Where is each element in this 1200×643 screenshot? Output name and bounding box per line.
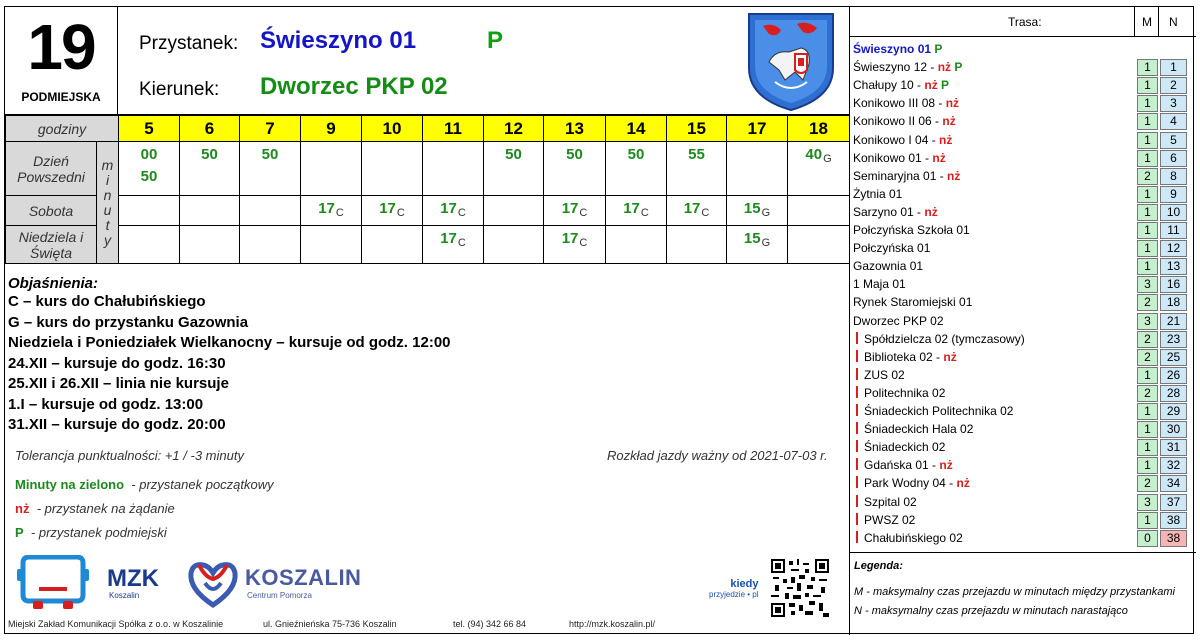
timetable-sheet <box>4 6 1194 634</box>
mzk-logo-sub: Koszalin <box>109 591 140 600</box>
departure-cell <box>667 226 727 264</box>
route-stop-n: 25 <box>1160 349 1187 366</box>
route-header <box>850 7 1196 37</box>
departure-symbol: G <box>761 237 771 249</box>
saturday-label: Sobota <box>6 196 97 226</box>
header <box>5 7 849 115</box>
route-stop <box>850 348 1196 366</box>
route-stop <box>850 112 1196 130</box>
route-stop-name: 1 Maja 01 <box>853 277 906 292</box>
route-stop <box>850 366 1196 384</box>
route-legend-m: M - maksymalny czas przejazdu w minutach między przystankami <box>854 586 1175 598</box>
route-stop <box>850 203 1196 221</box>
route-stop-n: 23 <box>1160 331 1187 348</box>
legend-nz: nż - przystanek na żądanie <box>15 501 175 516</box>
departure-cell <box>606 226 667 264</box>
route-stop-n: 11 <box>1160 222 1187 239</box>
departure-minute: $17_C$ <box>318 200 344 219</box>
route-stop-m: 1 <box>1137 457 1158 474</box>
departure-symbol: G <box>823 153 832 165</box>
departure-minute: 00 <box>140 146 158 163</box>
route-stop <box>850 330 1196 348</box>
route-stop-n: 5 <box>1160 132 1187 149</box>
route-stop-name: Park Wodny 04 - nż <box>856 474 970 492</box>
route-stop-name: Żytnia 01 <box>853 186 903 201</box>
departure-cell <box>119 226 180 264</box>
departure-cell <box>180 142 240 196</box>
departure-cell <box>606 196 667 226</box>
route-stop-m: 1 <box>1137 512 1158 529</box>
stop-label: Przystanek: <box>139 33 239 54</box>
direction-label: Kierunek: <box>139 79 220 100</box>
departure-cell <box>544 196 606 226</box>
mzk-logo-text: MZK <box>107 565 159 592</box>
route-stop-m: 1 <box>1137 222 1158 239</box>
hours-label: godziny <box>6 116 119 142</box>
route-stop-m: 1 <box>1137 113 1158 130</box>
route-stop-name: Świeszyno 01 P <box>853 42 943 56</box>
route-stop-name: Chałupy 10 - nż P <box>853 78 950 93</box>
route-stop-name: Sarzyno 01 - nż <box>853 204 938 219</box>
departure-minute: 55 <box>688 146 705 163</box>
departure-cell <box>484 196 544 226</box>
route-stop-m: 2 <box>1137 475 1158 492</box>
departure-symbol: C <box>701 207 710 219</box>
route-stop-n: 10 <box>1160 204 1187 221</box>
route-branch-marker <box>856 476 858 488</box>
route-stop <box>850 167 1196 185</box>
route-stop-n: 30 <box>1160 421 1187 438</box>
route-stop-m: 1 <box>1137 59 1158 76</box>
route-branch-marker <box>856 350 858 362</box>
stop-flag: P <box>487 27 504 54</box>
note-item: G – kurs do przystanku Gazownia <box>8 313 249 331</box>
route-stop-m: 1 <box>1137 186 1158 203</box>
departure-minute: $40_G$ <box>805 146 832 165</box>
hour-cell: 11 <box>423 116 484 142</box>
valid-from: Rozkład jazdy ważny od 2021-07-03 r. <box>607 448 828 463</box>
departure-cell <box>423 142 484 196</box>
route-stop <box>850 493 1196 511</box>
route-stop <box>850 221 1196 239</box>
route-legend-title: Legenda: <box>854 560 903 572</box>
departure-cell <box>788 196 850 226</box>
route-stop-name: Seminaryjna 01 - nż <box>853 168 961 183</box>
departure-cell <box>240 226 301 264</box>
departure-minute: $17_C$ <box>561 200 588 219</box>
route-stop-name: Biblioteka 02 - nż <box>856 348 957 366</box>
notes-title: Objaśnienia: <box>8 275 99 292</box>
stop-name: Świeszyno 01 <box>260 27 417 54</box>
route-stop-n: 12 <box>1160 240 1187 257</box>
note-item: C – kurs do Chałubińskiego <box>8 293 206 310</box>
koszalin-heart-icon <box>185 559 241 609</box>
route-stop-m: 2 <box>1137 349 1158 366</box>
route-stop-name: PWSZ 02 <box>856 511 915 529</box>
departure-minute: $17_C$ <box>440 200 466 219</box>
route-stop-m: 1 <box>1137 132 1158 149</box>
qr-code-icon <box>771 559 829 617</box>
route-stop-n: 29 <box>1160 403 1187 420</box>
route-legend-n: N - maksymalny czas przejazdu w minutach narastająco <box>854 605 1128 617</box>
departure-minute: $17_C$ <box>683 200 710 219</box>
route-stop <box>850 58 1196 76</box>
departure-symbol: C <box>640 207 649 219</box>
departure-cell <box>484 142 544 196</box>
route-stop-m: 2 <box>1137 331 1158 348</box>
departure-minute: $17_C$ <box>440 230 466 249</box>
bus-icon <box>17 555 89 611</box>
route-stop-name: Spółdzielcza 02 (tymczasowy) <box>856 330 1025 348</box>
departure-cell <box>362 142 423 196</box>
footer-phone: tel. (94) 342 66 84 <box>453 619 527 629</box>
departure-minute: 50 <box>505 146 522 163</box>
route-stop-m: 1 <box>1137 439 1158 456</box>
departure-minute: 50 <box>140 168 158 185</box>
route-stop-name: Śniadeckich Politechnika 02 <box>856 402 1013 420</box>
sunday-row <box>6 226 850 264</box>
notes <box>8 275 844 436</box>
minutes-label: m i n u t y <box>97 142 119 264</box>
route-stop <box>850 131 1196 149</box>
departure-symbol: C <box>396 207 405 219</box>
timetable-grid <box>5 115 850 264</box>
hour-cell: 17 <box>727 116 788 142</box>
route-stop-n: 26 <box>1160 367 1187 384</box>
departure-minute: $17_C$ <box>379 200 405 219</box>
route-stop-m: 1 <box>1137 403 1158 420</box>
departure-symbol: G <box>761 207 771 219</box>
departure-cell <box>362 226 423 264</box>
route-stop <box>850 185 1196 203</box>
departure-minute: $15_G$ <box>743 200 771 219</box>
hours-row <box>6 116 850 142</box>
line-type: PODMIEJSKA <box>21 90 101 104</box>
route-stop <box>850 474 1196 492</box>
footer-web[interactable]: http://mzk.koszalin.pl/ <box>569 619 656 629</box>
route-stop-n: 21 <box>1160 313 1187 330</box>
route-stop-name: ZUS 02 <box>856 366 905 384</box>
departure-cell <box>667 142 727 196</box>
line-box <box>5 7 118 115</box>
departure-cell <box>606 142 667 196</box>
route-stop-n: 38 <box>1160 512 1187 529</box>
departure-cell <box>301 142 362 196</box>
route-stop-name: Chałubińskiego 02 <box>856 529 963 547</box>
route-stop-name: Połczyńska Szkoła 01 <box>853 223 970 237</box>
route-stop-m: 1 <box>1137 240 1158 257</box>
route-stop-n: 9 <box>1160 186 1187 203</box>
departure-cell <box>301 226 362 264</box>
route-branch-marker <box>856 440 858 452</box>
departure-symbol: C <box>579 237 588 249</box>
departure-minute: $17_C$ <box>561 230 588 249</box>
tolerance-note: Tolerancja punktualności: +1 / -3 minuty <box>15 448 244 463</box>
route-stop <box>850 76 1196 94</box>
route-stop-name: Dworzec PKP 02 <box>853 313 944 328</box>
route-header-label: Trasa: <box>1008 15 1042 29</box>
departure-minute: $17_C$ <box>623 200 649 219</box>
hour-cell: 5 <box>119 116 180 142</box>
departure-cell <box>119 196 180 226</box>
route-stop-n: 28 <box>1160 385 1187 402</box>
route-stop-m: 3 <box>1137 313 1158 330</box>
departure-minute: 50 <box>201 146 218 163</box>
route-branch-marker <box>856 368 858 380</box>
route-stop-n: 2 <box>1160 77 1187 94</box>
route-stop-name: Gazownia 01 <box>853 259 924 274</box>
route-stop-m: 1 <box>1137 258 1158 275</box>
legend-green: Minuty na zielono - przystanek początkowy <box>15 477 274 492</box>
route-branch-marker <box>856 531 858 543</box>
departure-minute: $15_G$ <box>743 230 771 249</box>
hour-cell: 12 <box>484 116 544 142</box>
route-branch-marker <box>856 404 858 416</box>
route-branch-marker <box>856 332 858 344</box>
route-stop-name: Świeszyno 12 - nż P <box>853 60 963 75</box>
route-stop <box>850 275 1196 293</box>
route-stop <box>850 40 1196 58</box>
legend-p: P - przystanek podmiejski <box>15 525 167 540</box>
route-stop-n: 3 <box>1160 95 1187 112</box>
route-branch-marker <box>856 513 858 525</box>
route-stop-n: 4 <box>1160 113 1187 130</box>
hour-cell: 15 <box>667 116 727 142</box>
route-stop <box>850 420 1196 438</box>
departure-cell <box>788 142 850 196</box>
departure-symbol: C <box>579 207 588 219</box>
route-stop-name: Konikowo I 04 - nż <box>853 132 953 147</box>
koszalin-logo-text: KOSZALIN <box>245 565 362 590</box>
departure-cell <box>788 226 850 264</box>
line-number: 19 <box>27 11 95 83</box>
hour-cell: 18 <box>788 116 850 142</box>
hour-cell: 7 <box>240 116 301 142</box>
hour-cell: 6 <box>180 116 240 142</box>
route-stop-n: 37 <box>1160 494 1187 511</box>
route-stop-n: 13 <box>1160 258 1187 275</box>
koszalin-crest-icon <box>745 10 837 112</box>
departure-cell <box>240 196 301 226</box>
route-stop-name: Śniadeckich 02 <box>856 438 945 456</box>
note-item: 25.XII i 26.XII – linia nie kursuje <box>8 375 229 392</box>
route-stop-name: Gdańska 01 - nż <box>856 456 953 474</box>
route-stop-name: Politechnika 02 <box>856 384 945 402</box>
route-stop-n: 8 <box>1160 168 1187 185</box>
note-item: 24.XII – kursuje do godz. 16:30 <box>8 354 226 372</box>
departure-cell <box>727 196 788 226</box>
route-stop-n: 31 <box>1160 439 1187 456</box>
departure-cell <box>484 226 544 264</box>
route-stop <box>850 402 1196 420</box>
route-panel <box>849 7 1195 635</box>
route-stop-n: 1 <box>1160 59 1187 76</box>
route-stop-name: Śniadeckich Hala 02 <box>856 420 973 438</box>
route-stop-name: Konikowo III 08 - nż <box>853 96 960 111</box>
route-stop-m: 1 <box>1137 95 1158 112</box>
route-stop-n: 6 <box>1160 150 1187 167</box>
route-stop-n: 34 <box>1160 475 1187 492</box>
route-stop <box>850 529 1196 547</box>
route-stop <box>850 239 1196 257</box>
route-stop-n: 16 <box>1160 276 1187 293</box>
departure-symbol: C <box>457 237 466 249</box>
departure-cell <box>667 196 727 226</box>
route-col-n: N <box>1169 15 1178 29</box>
route-stop <box>850 384 1196 402</box>
route-stop-name: Konikowo II 06 - nż <box>853 114 956 129</box>
footer-company: Miejski Zakład Komunikacji Spółka z o.o. w Koszalinie <box>8 619 224 629</box>
route-stop-n: 32 <box>1160 457 1187 474</box>
route-stop-n: 38 <box>1160 530 1187 547</box>
departure-minute: 50 <box>566 146 583 163</box>
route-stop-m: 3 <box>1137 276 1158 293</box>
route-branch-marker <box>856 458 858 470</box>
kiedy-przyjedzie-logo: kiedy przyjedzie • pl <box>709 578 759 599</box>
route-stop <box>850 511 1196 529</box>
departure-minute: 50 <box>261 146 279 163</box>
departure-cell <box>240 142 301 196</box>
route-stop-m: 2 <box>1137 294 1158 311</box>
departure-cell <box>727 226 788 264</box>
route-stop <box>850 312 1196 330</box>
departure-symbol: C <box>457 207 466 219</box>
saturday-row <box>6 196 850 226</box>
note-item: Niedziela i Poniedziałek Wielkanocny – kursuje od godz. 12:00 <box>8 334 451 351</box>
weekday-label: Dzień Powszedni <box>6 142 97 196</box>
route-stop-name: Rynek Staromiejski 01 <box>853 295 973 310</box>
note-item: 1.I – kursuje od godz. 13:00 <box>8 395 204 413</box>
route-stop-name: Połczyńska 01 <box>853 241 931 256</box>
hour-cell: 13 <box>544 116 606 142</box>
route-stop-name: Szpital 02 <box>856 493 917 511</box>
route-stop-m: 2 <box>1137 168 1158 185</box>
route-stop-m: 1 <box>1137 367 1158 384</box>
route-stop-m: 0 <box>1137 530 1158 547</box>
hour-cell: 10 <box>362 116 423 142</box>
route-stop-m: 2 <box>1137 385 1158 402</box>
weekday-row <box>6 142 850 196</box>
departure-cell <box>423 196 484 226</box>
route-stop <box>850 149 1196 167</box>
departure-cell <box>727 142 788 196</box>
departure-cell <box>544 142 606 196</box>
note-item: 31.XII – kursuje do godz. 20:00 <box>8 416 226 433</box>
route-legend <box>850 552 1196 635</box>
sunday-label: Niedziela i Święta <box>6 226 97 264</box>
departure-cell <box>544 226 606 264</box>
departure-cell <box>423 226 484 264</box>
hour-cell: 9 <box>301 116 362 142</box>
hour-cell: 14 <box>606 116 667 142</box>
departure-cell <box>180 196 240 226</box>
route-stop-n: 18 <box>1160 294 1187 311</box>
route-stop-m: 1 <box>1137 77 1158 94</box>
route-stop-m: 1 <box>1137 150 1158 167</box>
departure-symbol: C <box>335 207 344 219</box>
departure-cell <box>180 226 240 264</box>
route-branch-marker <box>856 422 858 434</box>
departure-minute: 50 <box>627 146 645 163</box>
footer-address: ul. Gnieźnieńska 75-736 Koszalin <box>263 619 397 629</box>
route-stop <box>850 293 1196 311</box>
route-branch-marker <box>856 495 858 507</box>
direction-name: Dworzec PKP 02 <box>260 73 448 100</box>
koszalin-logo-sub: Centrum Pomorza <box>247 591 312 600</box>
route-stop <box>850 438 1196 456</box>
route-branch-marker <box>856 386 858 398</box>
route-stop-m: 3 <box>1137 494 1158 511</box>
route-stop-name: Konikowo 01 - nż <box>853 150 946 165</box>
departure-cell <box>119 142 180 196</box>
departure-cell <box>301 196 362 226</box>
route-stop-m: 1 <box>1137 421 1158 438</box>
route-col-m: M <box>1142 15 1152 29</box>
departure-cell <box>362 196 423 226</box>
route-stop <box>850 257 1196 275</box>
route-stop-m: 1 <box>1137 204 1158 221</box>
route-stop <box>850 94 1196 112</box>
route-stop <box>850 456 1196 474</box>
